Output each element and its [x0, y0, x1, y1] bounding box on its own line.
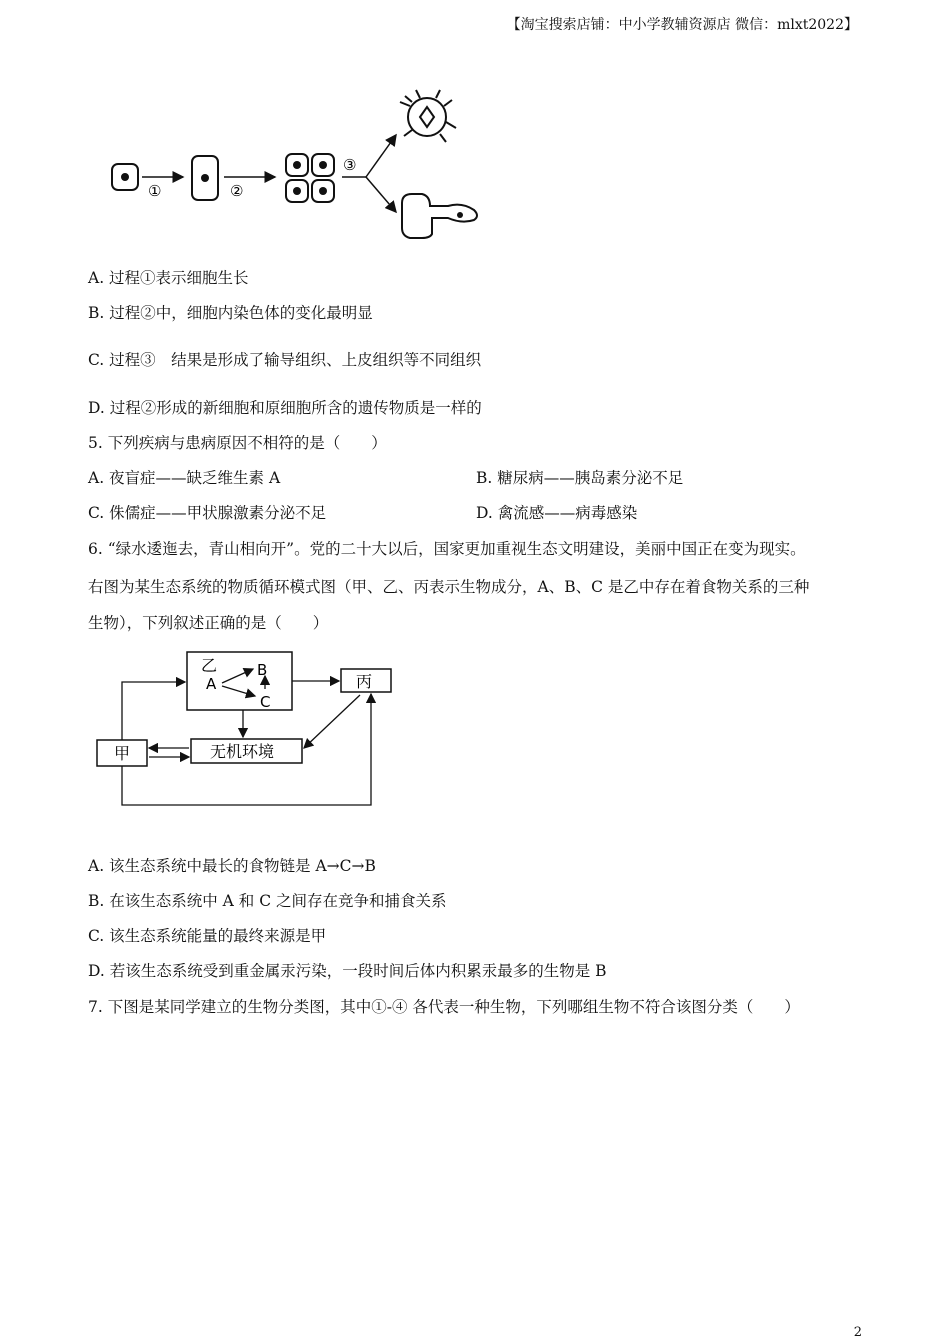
ecosystem-cycle-diagram [90, 645, 410, 815]
step-2-label: ② [230, 182, 244, 200]
page-number: 2 [853, 1325, 862, 1340]
q5-option-a: A. 夜盲症——缺乏维生素 A [88, 469, 281, 487]
q5-option-c: C. 侏儒症——甲状腺激素分泌不足 [88, 504, 327, 522]
neuron-cell [400, 90, 456, 142]
q6-stem-line-1: 6. “绿水逶迤去，青山相向开”。党的二十大以后，国家更加重视生态文明建设，美丽中国正在变为现实。 [88, 540, 806, 558]
c-label: C [260, 693, 271, 711]
jia-label: 甲 [114, 744, 131, 763]
a-label: A [206, 675, 217, 693]
b-label: B [257, 661, 268, 679]
q6-option-b: B. 在该生态系统中 A 和 C 之间存在竞争和捕食关系 [88, 892, 447, 910]
yi-label: 乙 [201, 656, 218, 675]
q6-option-d: D. 若该生态系统受到重金属汞污染，一段时间后体内积累汞最多的生物是 B [88, 962, 607, 980]
page-header: 【淘宝搜索店铺：中小学教辅资源店 微信：mlxt2022】 [506, 17, 858, 33]
env-label: 无机环境 [210, 742, 275, 761]
q6-stem-line-3: 生物），下列叙述正确的是（ ） [88, 614, 329, 632]
divided-cells [286, 154, 334, 202]
bing-label: 丙 [356, 672, 373, 691]
q6-option-c: C. 该生态系统能量的最终来源是甲 [88, 927, 327, 945]
q4-option-c: C. 过程③ 结果是形成了输导组织、上皮组织等不同组织 [88, 351, 482, 369]
q7-stem: 7. 下图是某同学建立的生物分类图，其中①-④ 各代表一种生物，下列哪组生物不符合该图分类（ ） [88, 998, 800, 1016]
q5-option-d: D. 禽流感——病毒感染 [476, 504, 638, 522]
elongated-cell [402, 194, 477, 238]
q4-option-d: D. 过程②形成的新细胞和原细胞所含的遗传物质是一样的 [88, 399, 482, 417]
q4-option-b: B. 过程②中，细胞内染色体的变化最明显 [88, 304, 373, 322]
q5-option-b: B. 糖尿病——胰岛素分泌不足 [476, 469, 684, 487]
q6-stem-line-2: 右图为某生态系统的物质循环模式图（甲、乙、丙表示生物成分，A、B、C 是乙中存在着食物关系的三种 [88, 578, 810, 596]
q6-option-a: A. 该生态系统中最长的食物链是 A→C→B [88, 857, 376, 875]
step-1-label: ① [148, 182, 162, 200]
step-3-label: ③ [343, 156, 357, 174]
q4-option-a: A. 过程①表示细胞生长 [88, 269, 249, 287]
q5-stem: 5. 下列疾病与患病原因不相符的是（ ） [88, 434, 387, 452]
cell-division-diagram [100, 88, 500, 248]
